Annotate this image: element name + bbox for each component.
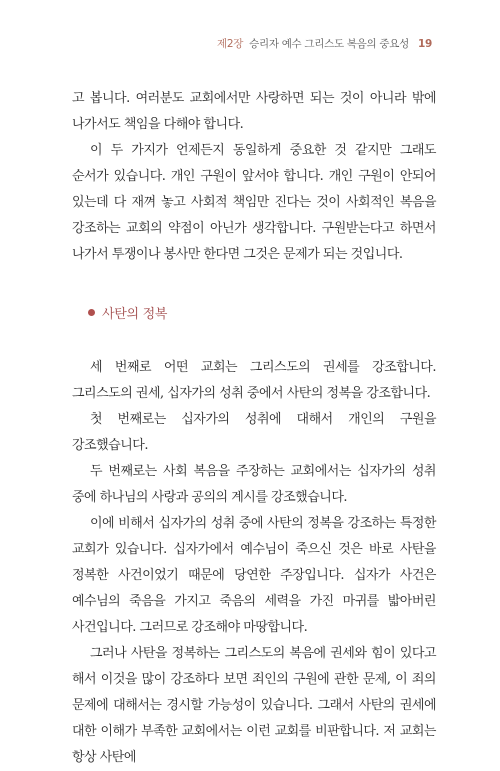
paragraph: 첫 번째로는 십자가의 성취에 대해서 개인의 구원을 강조했습니다.: [72, 412, 436, 453]
page-number: 19: [417, 38, 432, 50]
paragraph: 그러나 사탄을 정복하는 그리스도의 복음에 권세와 힘이 있다고 해서 이것을 많이 강조하다 보면 죄인의 구원에 관한 문제, 이 죄의 문제에 대해서는 경시할 가능성이 있습니다. 그래서 사탄의 권세에 대한 이해가 부족한 교회에서는 이런 교회를 비판합니다. 저 교회는 항상 사탄에: [72, 646, 436, 765]
paragraph: 이 두 가지가 언제든지 동일하게 중요한 것 같지만 그래도 순서가 있습니다. 개인 구원이 앞서야 합니다. 개인 구원이 안되어 있는데 다 재껴 놓고 사회적 책임만 진다는 것이 사회적인 복음을 강조하는 교회의 약점이 아닌가 생각합니다. 구원받는다고 하면서 나가서 투쟁이나 봉사만 한다면 그것은 문제가 되는 것입니다.: [72, 143, 436, 262]
page-body: [72, 86, 436, 771]
bullet-icon: [88, 309, 95, 316]
section-heading: [88, 303, 436, 322]
chapter-label: 제2장: [217, 38, 244, 50]
paragraph: 이에 비해서 십자가의 성취 중에 사탄의 정복을 강조하는 특정한 교회가 있습니다. 십자가에서 예수님이 죽으신 것은 바로 사탄을 정복한 사건이었기 때문에 당연한 주장입니다. 십자가 사건은 예수님의 죽음을 가지고 죽음의 세력을 가진 마귀를 밟아버린 사건입니다. 그러므로 강조해야 마땅합니다.: [72, 516, 436, 635]
paragraph: 세 번째로 어떤 교회는 그리스도의 권세를 강조합니다. 그리스도의 권세, 십자가의 성취 중에서 사탄의 정복을 강조합니다.: [72, 360, 436, 401]
paragraph: 고 봅니다. 여러분도 교회에서만 사랑하면 되는 것이 아니라 밖에 나가서도 책임을 다해야 합니다.: [72, 91, 436, 132]
running-header: [217, 36, 432, 51]
section-title: 사탄의 정복: [102, 307, 168, 322]
chapter-title: 승리자 예수 그리스도 복음의 중요성: [249, 38, 409, 50]
paragraph: 두 번째로는 사회 복음을 주장하는 교회에서는 십자가의 성취 중에 하나님의 사랑과 공의의 계시를 강조했습니다.: [72, 464, 436, 505]
